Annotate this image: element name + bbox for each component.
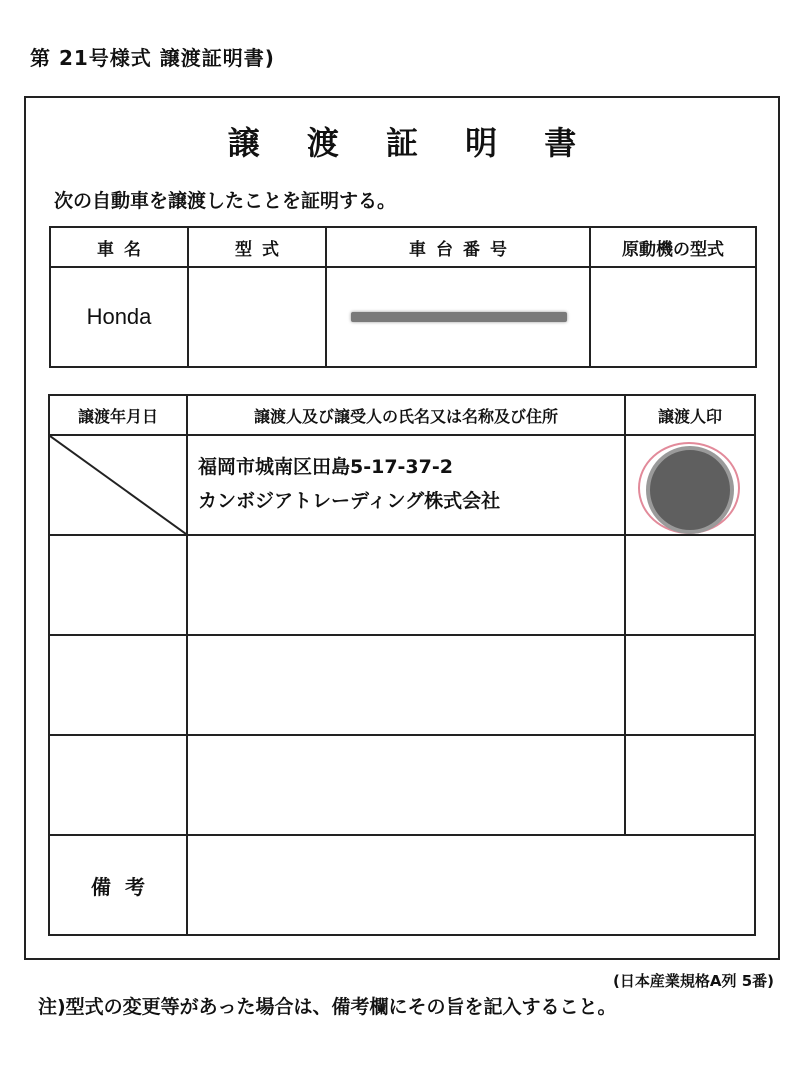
vehicle-table [49,226,757,368]
engine-model-value [590,267,756,367]
seal-cell [625,635,755,735]
header-party-name-address: 譲渡人及び譲受人の氏名又は名称及び住所 [187,395,625,435]
vehicle-name-value: Honda [50,267,188,367]
redaction-bar [351,312,567,322]
transfer-row [49,535,755,635]
header-model: 型式 [188,227,326,267]
chassis-number-value [326,267,590,367]
jis-size-note: (日本産業規格A列 5番) [613,972,774,990]
certification-statement: 次の自動車を譲渡したことを証明する。 [54,190,397,212]
transfer-date-cell [49,735,187,835]
party-cell [187,635,625,735]
party-company-name: カンボジアトレーディング株式会社 [198,490,501,512]
transfer-date-struck-cell [49,435,187,535]
diagonal-strike-line [50,436,186,534]
seal-cell [625,435,755,535]
transfer-row [49,435,755,535]
party-address: 福岡市城南区田島5-17-37-2 [198,456,453,478]
seal-cell [625,735,755,835]
vehicle-value-row [50,267,756,367]
remarks-value [187,835,755,935]
vehicle-header-row [50,227,756,267]
form-number: 第 21号様式 譲渡証明書) [30,46,275,70]
party-cell [187,435,625,535]
transfer-row [49,635,755,735]
seal-cell [625,535,755,635]
transfer-date-cell [49,535,187,635]
remarks-label: 備考 [49,835,187,935]
header-transfer-date: 譲渡年月日 [49,395,187,435]
transfer-date-cell [49,635,187,735]
transfer-table [48,394,756,936]
header-seal: 譲渡人印 [625,395,755,435]
party-cell [187,535,625,635]
redacted-seal-stamp [646,446,734,534]
transfer-row [49,735,755,835]
model-value [188,267,326,367]
transfer-header-row [49,395,755,435]
party-cell [187,735,625,835]
document-title: 譲 渡 証 明 書 [227,124,595,162]
remarks-row [49,835,755,935]
footnote: 注)型式の変更等があった場合は、備考欄にその旨を記入すること。 [38,996,617,1018]
header-chassis-number: 車台番号 [326,227,590,267]
header-vehicle-name: 車名 [50,227,188,267]
header-engine-model: 原動機の型式 [590,227,756,267]
